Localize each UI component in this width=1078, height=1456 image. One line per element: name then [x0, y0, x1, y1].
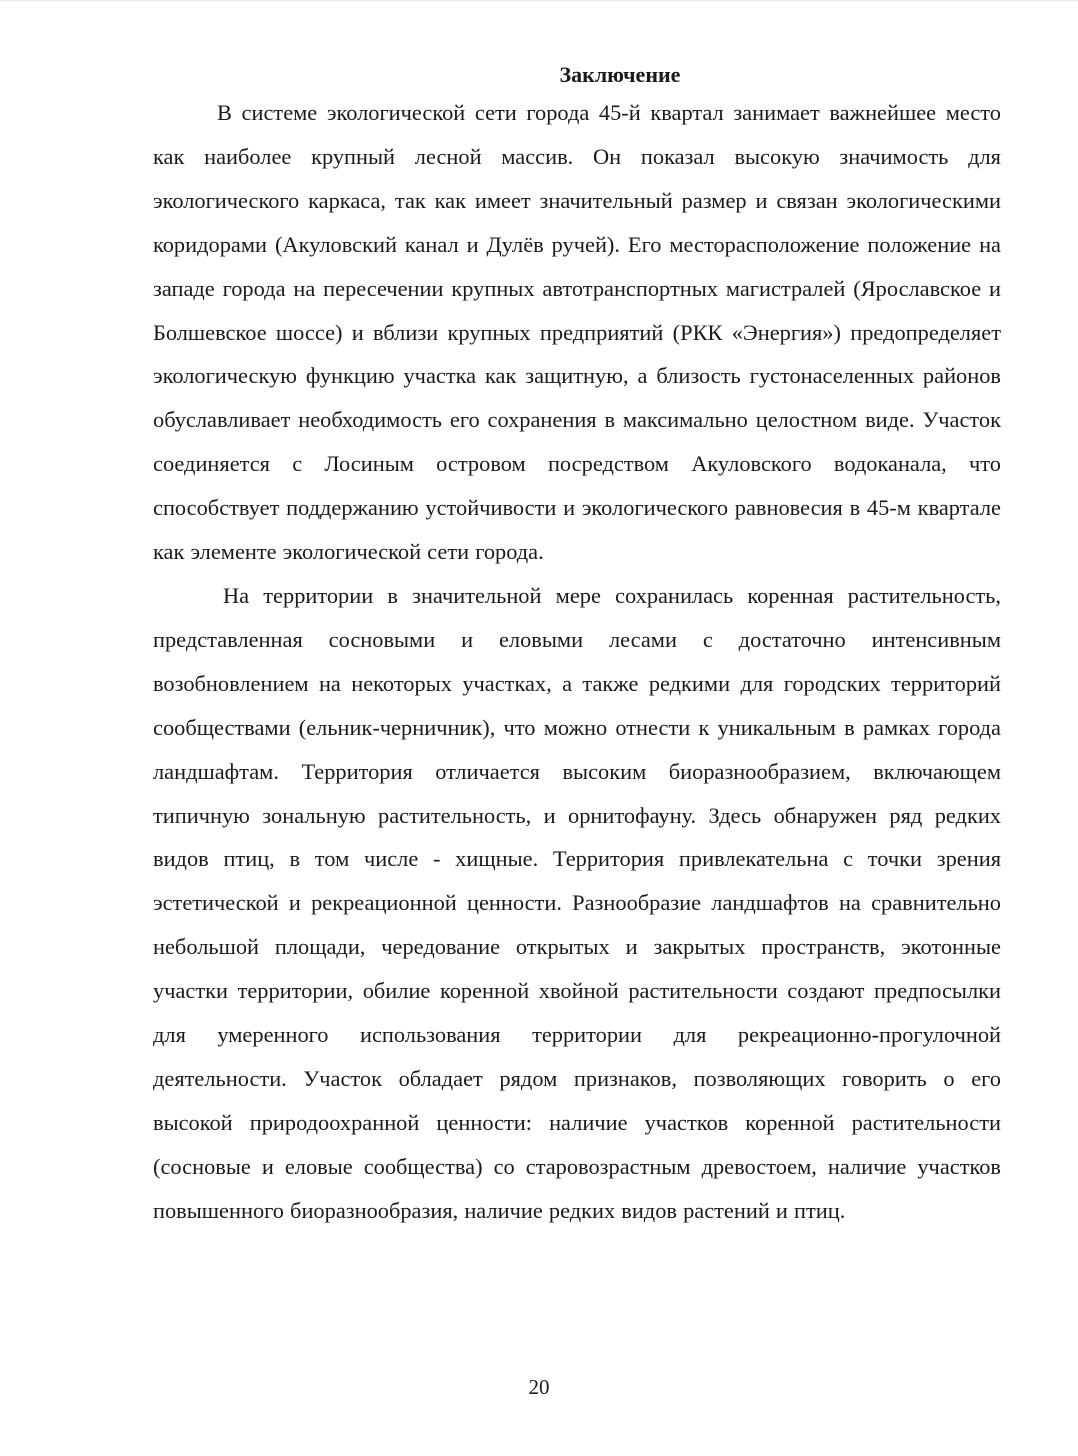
- page-content: [153, 59, 1001, 1233]
- paragraph-1: В системе экологической сети города 45-й квартал занимает важнейшее место как наиболее крупный лесной массив. Он показал высокую значимость для экологического каркаса, так как имеет значительный размер и связан экологическими коридорами (Акуловский канал и Дулёв ручей). Его месторасположение положение на западе города на пересечении крупных автотранспортных магистралей (Ярославское и Болшевское шоссе) и вблизи крупных предприятий (РКК «Энергия») предопределяет экологическую функцию участка как защитную, а близость густонаселенных районов обуславливает необходимость его сохранения в максимально целостном виде. Участок соединяется с Лосиным островом посредством Акуловского водоканала, что способствует поддержанию устойчивости и экологического равновесия в 45-м квартале как элементе экологической сети города.: [153, 100, 1001, 565]
- section-title: Заключение: [559, 62, 681, 87]
- page-number-container: [0, 1373, 1078, 1401]
- paragraph-2: На территории в значительной мере сохранилась коренная растительность, представленная сосновыми и еловыми лесами с достаточно интенсивным возобновлением на некоторых участках, а также редкими для городских территорий сообществами (ельник-черничник), что можно отнести к уникальным в рамках города ландшафтам. Территория отличается высоким биоразнообразием, включающем типичную зональную растительность, и орнитофауну. Здесь обнаружен ряд редких видов птиц, в том числе - хищные. Территория привлекательна с точки зрения эстетической и рекреационной ценности. Разнообразие ландшафтов на сравнительно небольшой площади, чередование открытых и закрытых пространств, экотонные участки территории, обилие коренной хвойной растительности создают предпосылки для умеренного использования территории для рекреационно-прогулочной деятельности. Участок обладает рядом признаков, позволяющих говорить о его высокой природоохранной ценности: наличие участков коренной растительности (сосновые и еловые сообщества) со старовозрастным древостоем, наличие участков повышенного биоразнообразия, наличие редких видов растений и птиц.: [153, 582, 1001, 1223]
- page-number: 20: [528, 1375, 550, 1399]
